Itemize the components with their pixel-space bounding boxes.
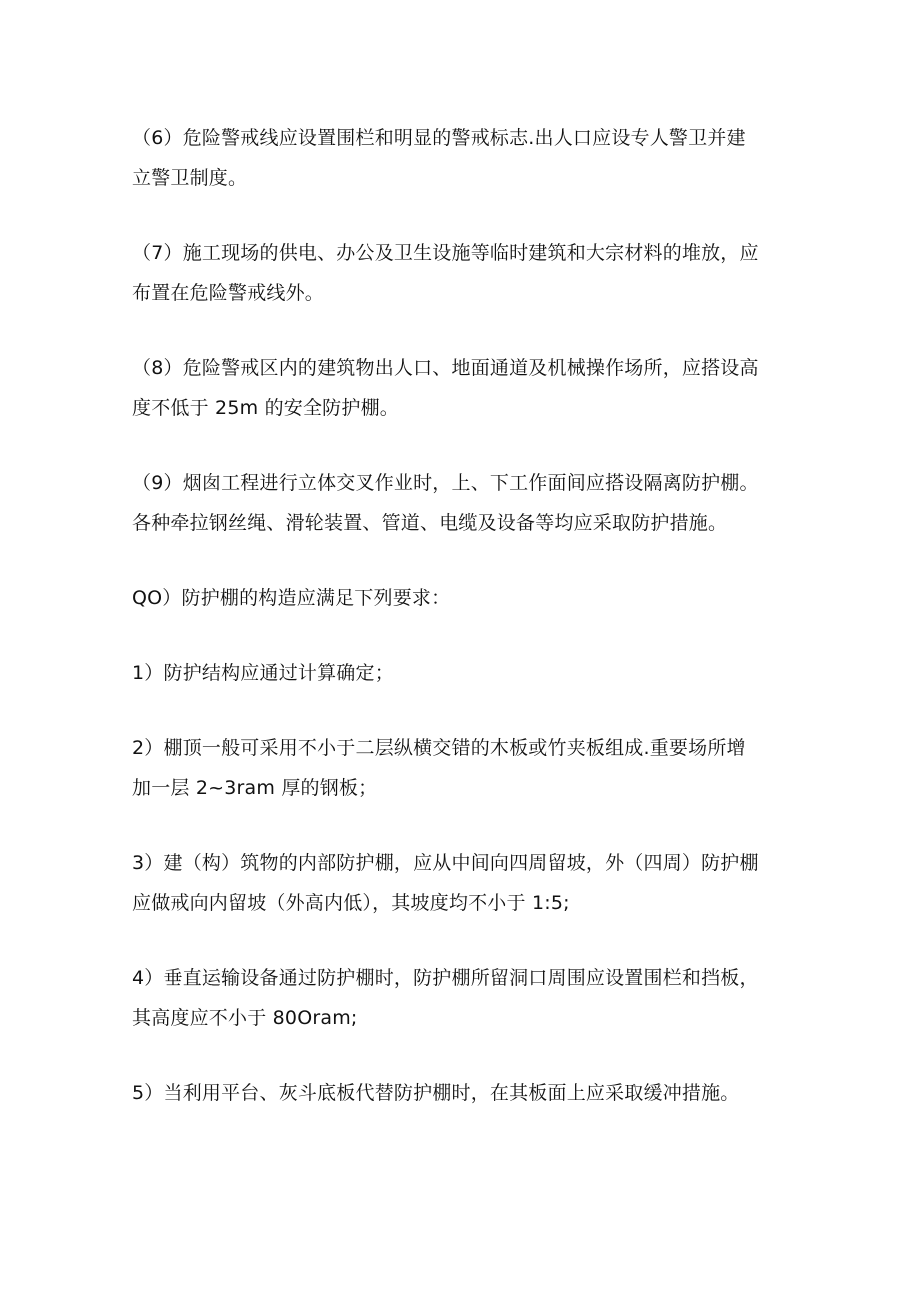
text-line: 5）当利用平台、灰斗底板代替防护棚时，在其板面上应采取缓冲措施。	[132, 1082, 740, 1104]
paragraph-8	[132, 348, 792, 428]
paragraph-7	[132, 233, 792, 313]
text-line: （9）烟囱工程进行立体交叉作业时，上、下工作面间应搭设隔离防护棚。	[132, 472, 759, 494]
text-line: 其高度应不小于 80Oram;	[132, 1007, 358, 1029]
text-line: 2）棚顶一般可采用不小于二层纵横交错的木板或竹夹板组成.重要场所增	[132, 737, 746, 759]
list-item-1	[132, 653, 792, 693]
text-line: 立警卫制度。	[132, 167, 248, 189]
list-item-2	[132, 728, 792, 808]
text-line: （8）危险警戒区内的建筑物出人口、地面通道及机械操作场所，应搭设高	[132, 357, 759, 379]
text-line: 应做戒向内留坡（外高内低），其坡度均不小于 1:5;	[132, 892, 570, 914]
list-item-5	[132, 1073, 792, 1113]
document-body	[132, 118, 792, 1148]
list-item-3	[132, 843, 792, 923]
text-line: 3）建（构）筑物的内部防护棚，应从中间向四周留坡，外（四周）防护棚	[132, 852, 759, 874]
paragraph-6	[132, 118, 792, 198]
paragraph-10-heading	[132, 578, 792, 618]
text-line: （7）施工现场的供电、办公及卫生设施等临时建筑和大宗材料的堆放，应	[132, 242, 759, 264]
text-line: 4）垂直运输设备通过防护棚时，防护棚所留洞口周围应设置围栏和挡板，	[132, 967, 759, 989]
paragraph-9	[132, 463, 792, 543]
list-item-4	[132, 958, 792, 1038]
text-line: 各种牵拉钢丝绳、滑轮装置、管道、电缆及设备等均应采取防护措施。	[132, 512, 728, 534]
text-line: 1）防护结构应通过计算确定；	[132, 662, 394, 684]
text-line: 加一层 2~3ram 厚的钢板；	[132, 777, 378, 799]
text-line: 布置在危险警戒线外。	[132, 282, 325, 304]
text-line: 度不低于 25m 的安全防护棚。	[132, 397, 399, 419]
text-line: （6）危险警戒线应设置围栏和明显的警戒标志.出人口应设专人警卫并建	[132, 127, 746, 149]
text-line: QO）防护棚的构造应满足下列要求：	[132, 587, 451, 609]
